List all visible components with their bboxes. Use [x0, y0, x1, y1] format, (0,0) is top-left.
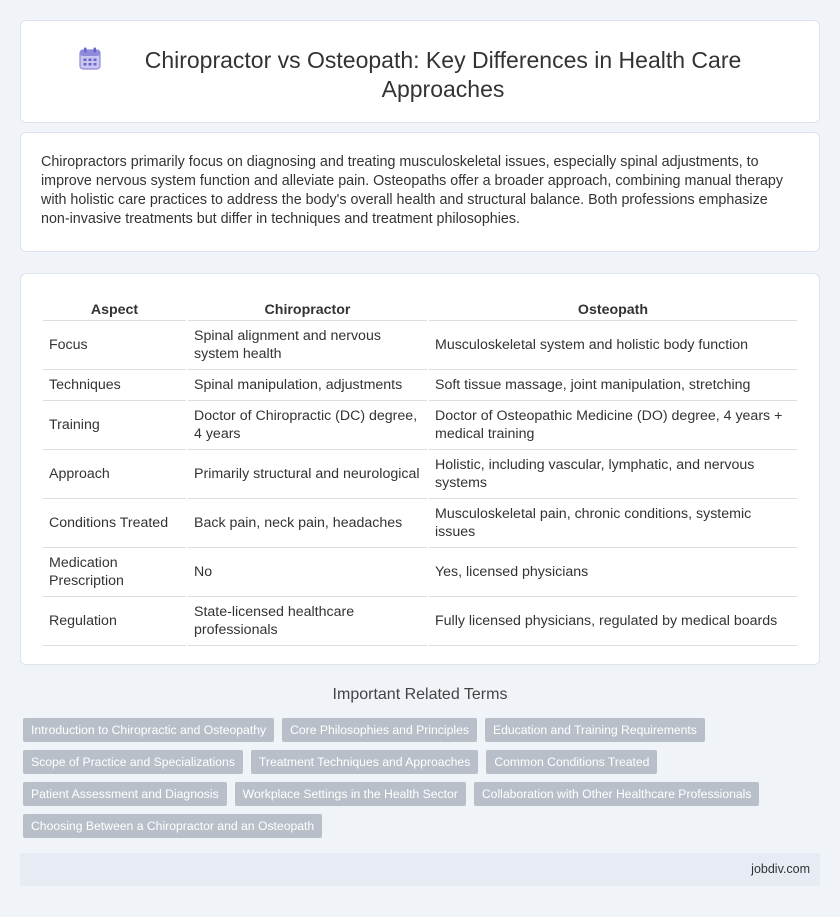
footer — [20, 853, 820, 886]
tag-treatment-techniques[interactable]: Treatment Techniques and Approaches — [251, 750, 478, 774]
row-osteopath: Musculoskeletal system and holistic body function — [428, 320, 797, 369]
tag-scope-of-practice[interactable]: Scope of Practice and Specializations — [23, 750, 243, 774]
table-row — [43, 596, 797, 645]
row-aspect: Techniques — [43, 369, 187, 400]
table-row — [43, 369, 797, 400]
row-chiropractor: Back pain, neck pain, headaches — [187, 498, 428, 547]
row-aspect: Conditions Treated — [43, 498, 187, 547]
related-terms-title: Important Related Terms — [332, 686, 508, 703]
tag-choosing-between[interactable]: Choosing Between a Chiropractor and an Osteopath — [23, 814, 322, 838]
row-chiropractor: Spinal manipulation, adjustments — [187, 369, 428, 400]
row-chiropractor: No — [187, 547, 428, 596]
header-aspect: Aspect — [43, 294, 187, 320]
comparison-table — [43, 294, 797, 646]
row-aspect: Training — [43, 400, 187, 449]
row-osteopath: Musculoskeletal pain, chronic conditions, systemic issues — [428, 498, 797, 547]
row-aspect: Focus — [43, 320, 187, 369]
row-chiropractor: Doctor of Chiropractic (DC) degree, 4 years — [187, 400, 428, 449]
table-row — [43, 498, 797, 547]
header-osteopath: Osteopath — [428, 294, 797, 320]
intro-text: Chiropractors primarily focus on diagnosing and treating musculoskeletal issues, especially spinal adjustments, to improve nervous system function and alleviate pain. Osteopaths offer a broader approach, combining manual therapy with holistic care practices to address the body's overall health and structural balance. Both professions emphasize non-invasive treatments but differ in techniques and treatment philosophies. — [41, 154, 784, 227]
table-header-row — [43, 294, 797, 320]
tag-common-conditions[interactable]: Common Conditions Treated — [486, 750, 657, 774]
page-title: Chiropractor vs Osteopath: Key Differences in Health Care Approaches — [144, 47, 742, 102]
comparison-card — [20, 273, 820, 665]
tag-patient-assessment[interactable]: Patient Assessment and Diagnosis — [23, 782, 227, 806]
row-osteopath: Fully licensed physicians, regulated by medical boards — [428, 596, 797, 645]
row-chiropractor: Spinal alignment and nervous system health — [187, 320, 428, 369]
row-chiropractor: Primarily structural and neurological — [187, 449, 428, 498]
row-aspect: Approach — [43, 449, 187, 498]
header-card — [20, 20, 820, 123]
table-row — [43, 547, 797, 596]
calendar-icon — [77, 46, 103, 72]
intro-card — [20, 132, 820, 252]
row-osteopath: Soft tissue massage, joint manipulation, stretching — [428, 369, 797, 400]
related-terms-tags — [23, 718, 803, 838]
tag-education-training[interactable]: Education and Training Requirements — [485, 718, 705, 742]
table-row — [43, 400, 797, 449]
header-chiropractor: Chiropractor — [187, 294, 428, 320]
tag-workplace-settings[interactable]: Workplace Settings in the Health Sector — [235, 782, 466, 806]
tag-core-philosophies[interactable]: Core Philosophies and Principles — [282, 718, 477, 742]
row-chiropractor: State-licensed healthcare professionals — [187, 596, 428, 645]
tag-introduction[interactable]: Introduction to Chiropractic and Osteopathy — [23, 718, 274, 742]
row-osteopath: Yes, licensed physicians — [428, 547, 797, 596]
footer-site[interactable]: jobdiv.com — [751, 862, 810, 876]
row-osteopath: Doctor of Osteopathic Medicine (DO) degree, 4 years + medical training — [428, 400, 797, 449]
row-osteopath: Holistic, including vascular, lymphatic, and nervous systems — [428, 449, 797, 498]
row-aspect: Regulation — [43, 596, 187, 645]
tag-collaboration[interactable]: Collaboration with Other Healthcare Professionals — [474, 782, 760, 806]
table-row — [43, 320, 797, 369]
table-row — [43, 449, 797, 498]
row-aspect: Medication Prescription — [43, 547, 187, 596]
